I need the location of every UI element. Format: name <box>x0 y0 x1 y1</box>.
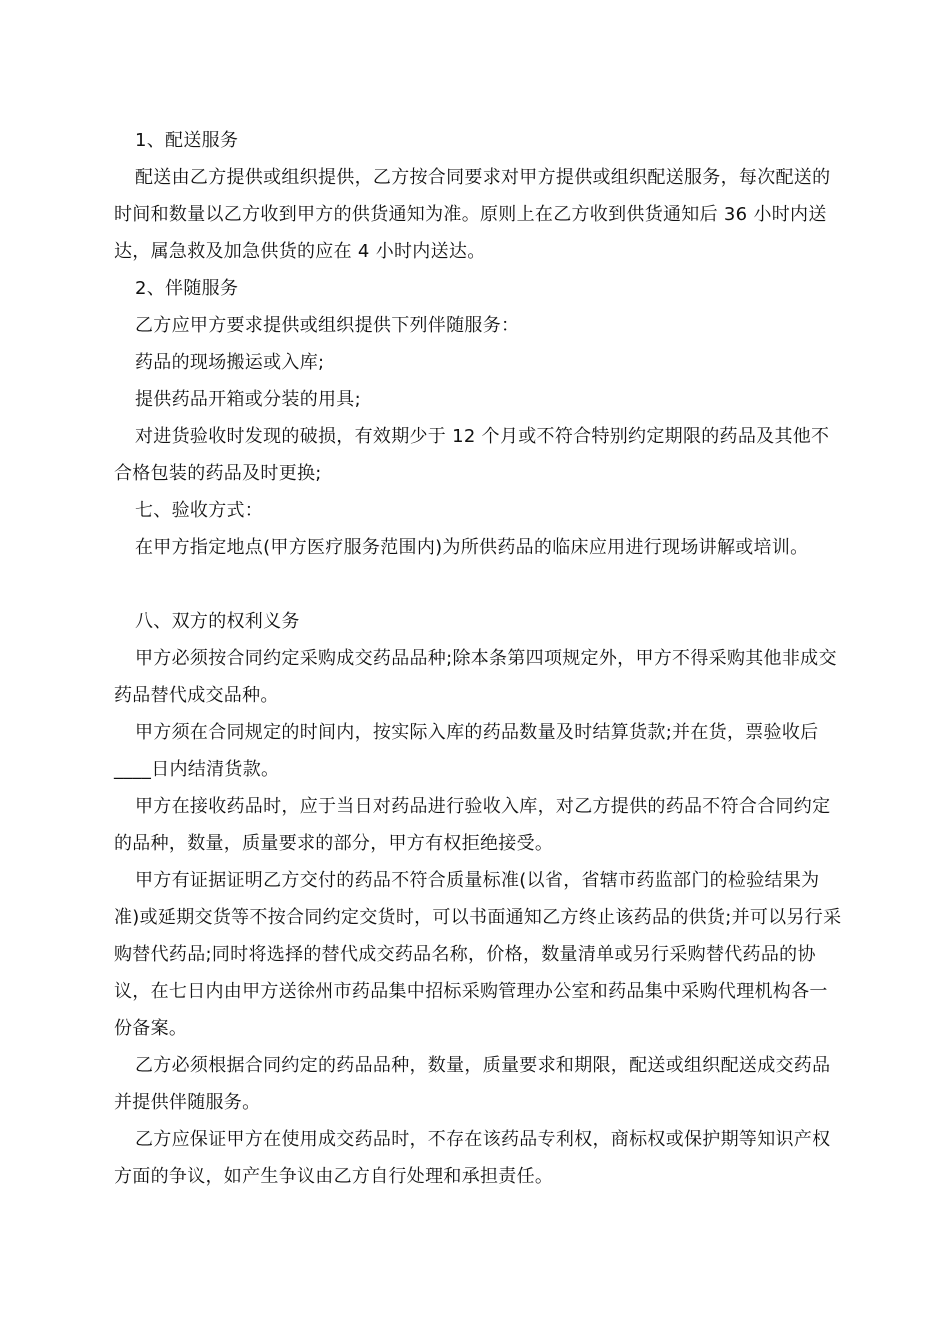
list-item-transport: 药品的现场搬运或入库; <box>135 352 325 373</box>
section-heading-acceptance: 七、验收方式： <box>135 500 264 521</box>
section-heading-accompany: 2、伴随服务 <box>135 278 239 299</box>
paragraph-acceptance: 在甲方指定地点(甲方医疗服务范围内)为所供药品的临床应用进行现场讲解或培训。 <box>135 537 809 558</box>
blank-line <box>114 566 844 603</box>
section-heading-rights: 八、双方的权利义务 <box>135 611 300 632</box>
paragraph-delivery: 配送由乙方提供或组织提供，乙方按合同要求对甲方提供或组织配送服务，每次配送的时间和数量以乙方收到甲方的供货通知为准。原则上在乙方收到供货通知后 36 小时内送达，属急救及加急供货的应在 4 小时内送达。 <box>114 167 831 262</box>
list-item-tools: 提供药品开箱或分装的用具; <box>135 389 361 410</box>
list-item-replace: 对进货验收时发现的破损，有效期少于 12 个月或不符合特别约定期限的药品及其他不合格包装的药品及时更换; <box>114 426 830 484</box>
paragraph-rights-1: 甲方必须按合同约定采购成交药品品种;除本条第四项规定外，甲方不得采购其他非成交药品替代成交品种。 <box>114 648 837 706</box>
document-body <box>114 122 844 1195</box>
paragraph-accompany-intro: 乙方应甲方要求提供或组织提供下列伴随服务： <box>135 315 520 336</box>
paragraph-rights-4: 甲方有证据证明乙方交付的药品不符合质量标准(以省，省辖市药监部门的检验结果为准)或延期交货等不按合同约定交货时，可以书面通知乙方终止该药品的供货;并可以另行采购替代药品;同时将选择的替代成交药品名称，价格，数量清单或另行采购替代药品的协议，在七日内由甲方送徐州市药品集中招标采购管理办公室和药品集中采购代理机构各一份备案。 <box>114 870 842 1039</box>
paragraph-rights-5: 乙方必须根据合同约定的药品品种，数量，质量要求和期限，配送或组织配送成交药品并提供伴随服务。 <box>114 1055 831 1113</box>
paragraph-rights-3: 甲方在接收药品时，应于当日对药品进行验收入库，对乙方提供的药品不符合合同约定的品种，数量，质量要求的部分，甲方有权拒绝接受。 <box>114 796 831 854</box>
paragraph-rights-2: 甲方须在合同规定的时间内，按实际入库的药品数量及时结算货款;并在货，票验收后____日内结清货款。 <box>114 722 819 780</box>
section-heading-delivery: 1、配送服务 <box>135 130 239 151</box>
paragraph-rights-6: 乙方应保证甲方在使用成交药品时，不存在该药品专利权，商标权或保护期等知识产权方面的争议，如产生争议由乙方自行处理和承担责任。 <box>114 1129 831 1187</box>
